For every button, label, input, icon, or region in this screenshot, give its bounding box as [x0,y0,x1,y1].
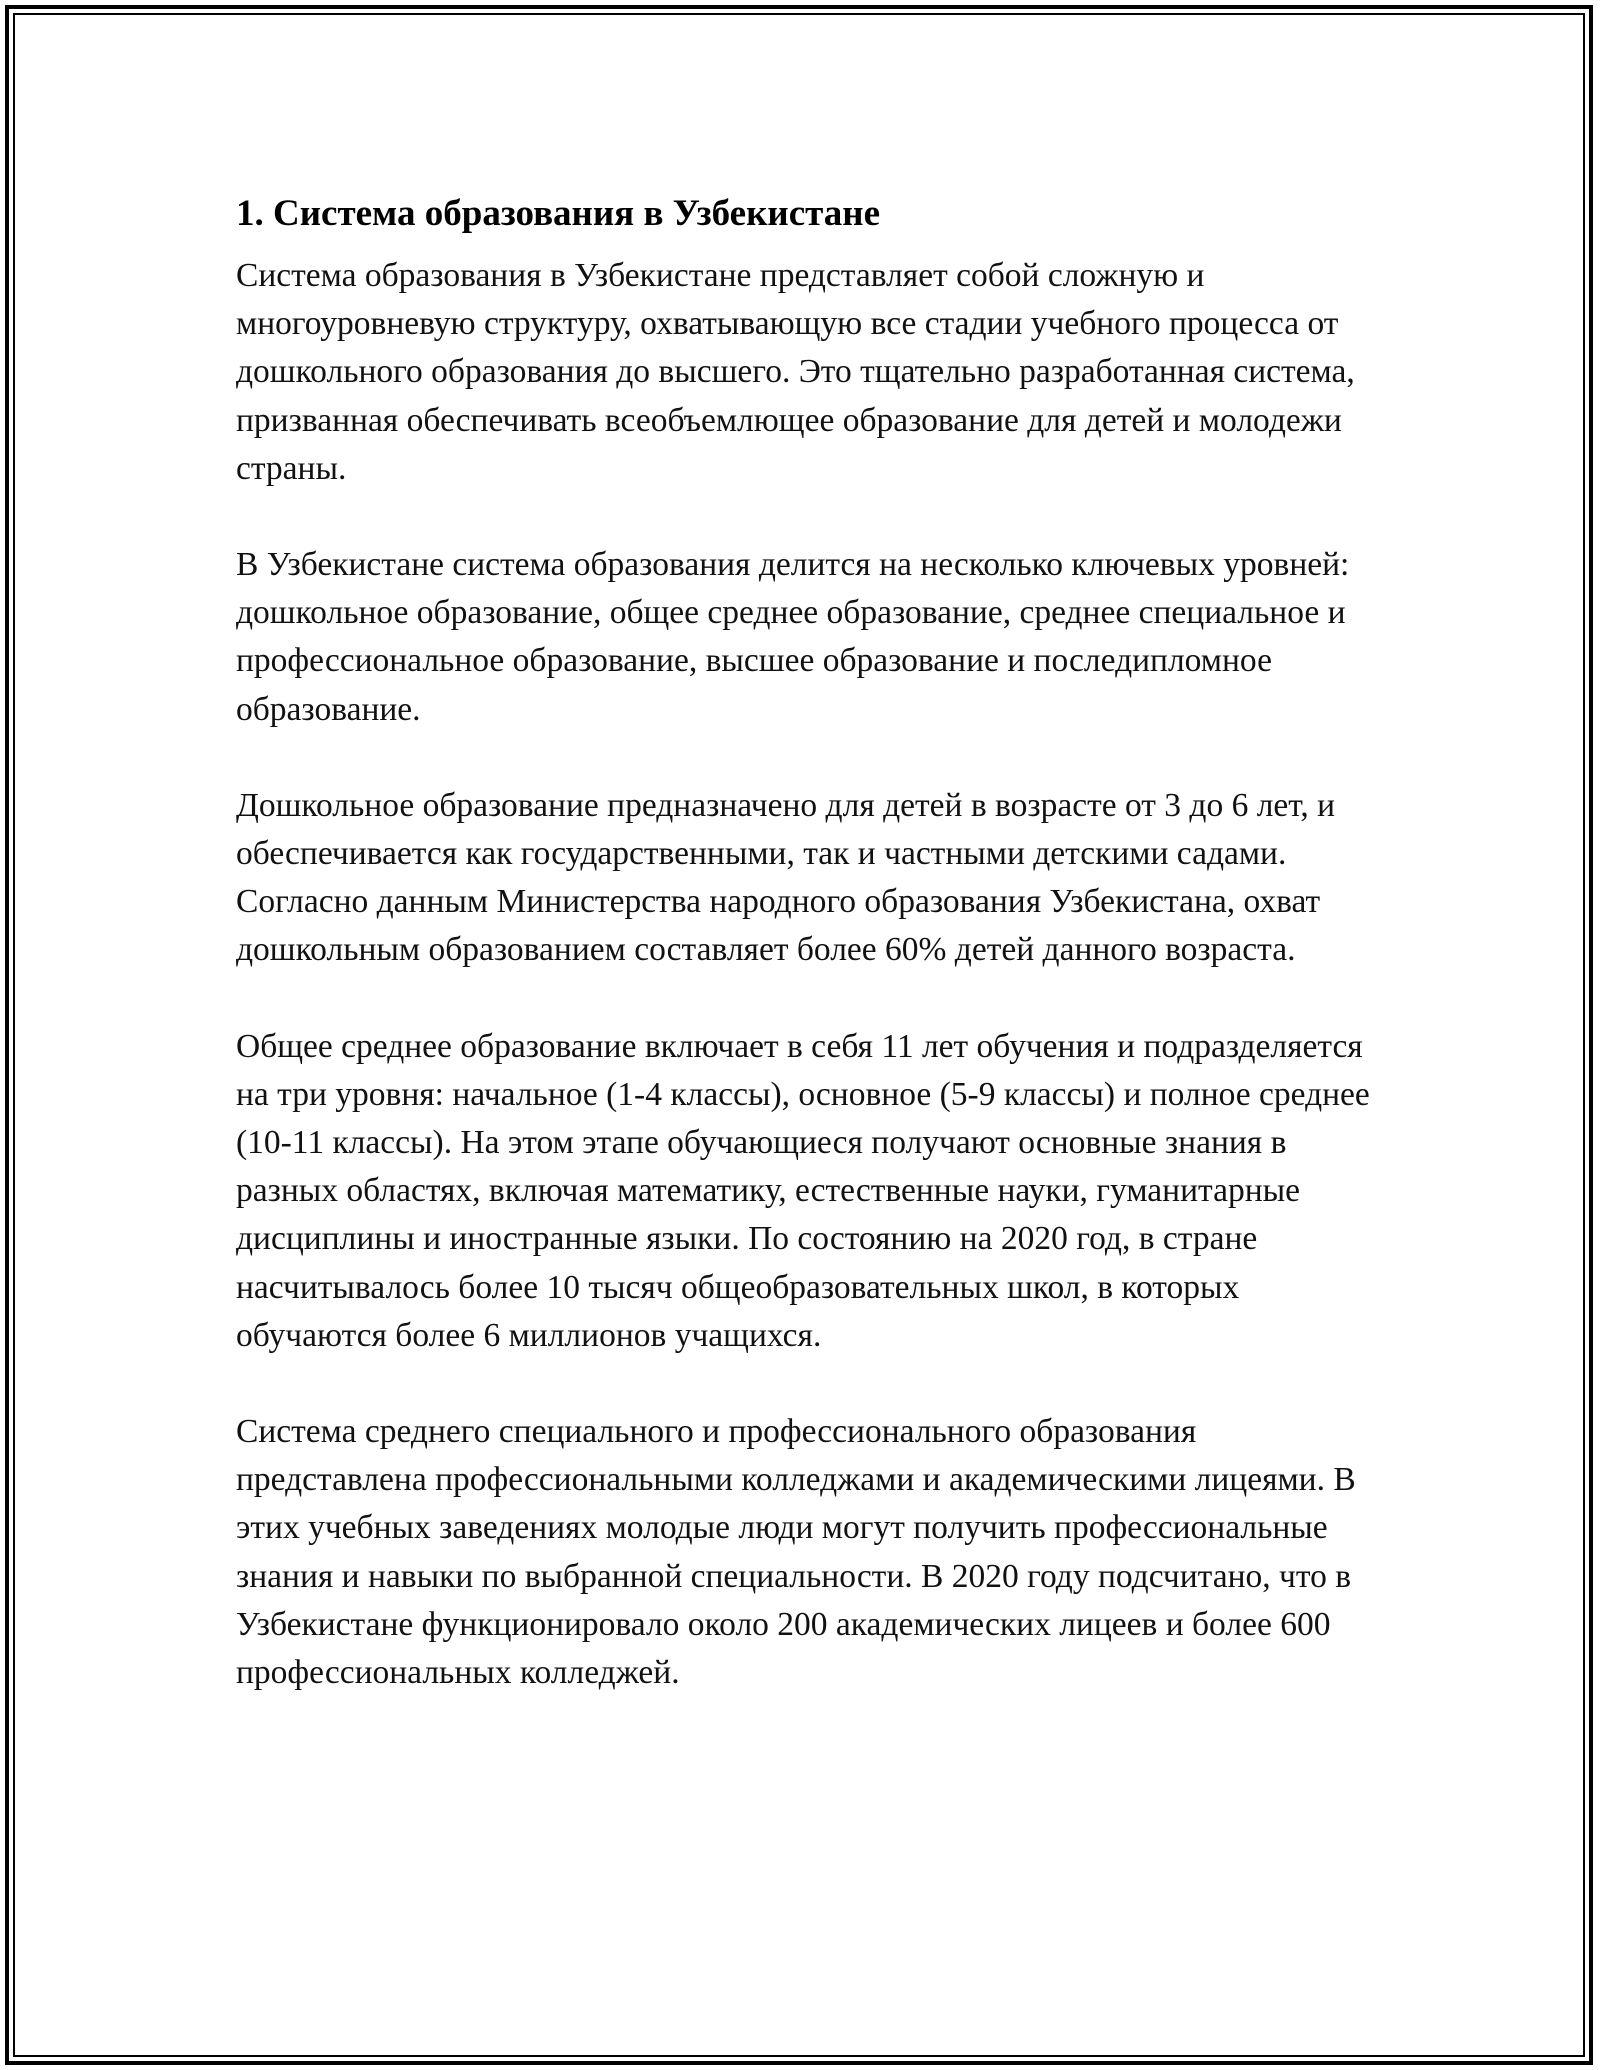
paragraph-intro: Система образования в Узбекистане представляет собой сложную и многоуровневую структуру, охватывающую все стадии учебного процесса от дошкольного образования до высшего. Это тщательно разработанная система, призванная обеспечивать всеобъемлющее образование для детей и молодежи страны. [236,257,1355,487]
paragraph-general-secondary: Общее среднее образование включает в себя 11 лет обучения и подразделяется на три уровня: начальное (1-4 классы), основное (5-9 классы) и полное среднее (10-11 классы). На этом этапе обучающиеся получают основные знания в разных областях, включая математику, естественные науки, гуманитарные дисциплины и иностранные языки. По состоянию на 2020 год, в стране насчитывалось более 10 тысяч общеобразовательных школ, в которых обучаются более 6 миллионов учащихся. [236,1027,1370,1354]
paragraph-vocational: Система среднего специального и профессионального образования представлена профессиональными колледжами и академическими лицеями. В этих учебных заведениях молодые люди могут получить профессиональные знания и навыки по выбранной специальности. В 2020 году подсчитано, что в Узбекистане функционировало около 200 академических лицеев и более 600 профессиональных колледжей. [236,1413,1356,1692]
paragraph-preschool: Дошкольное образование предназначено для детей в возрасте от 3 до 6 лет, и обеспечивается как государственными, так и частными детскими садами. Согласно данным Министерства народного образования Узбекистана, охват дошкольным образованием составляет более 60% детей данного возраста. [236,786,1336,969]
paragraph-levels: В Узбекистане система образования делится на несколько ключевых уровней: дошкольное образование, общее среднее образование, среднее специальное и профессиональное образование, высшее образование и последипломное образование. [236,546,1350,728]
document-body [236,186,1376,1697]
section-title: 1. Система образования в Узбекистане [236,193,881,234]
